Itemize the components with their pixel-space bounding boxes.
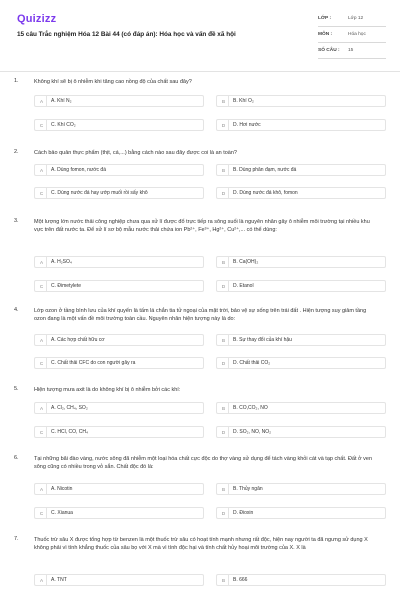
option-letter: C bbox=[37, 281, 47, 291]
option-letter: D bbox=[219, 188, 229, 198]
option-b[interactable] bbox=[216, 334, 386, 346]
option-c[interactable] bbox=[34, 357, 204, 369]
option-text: A. Khí N₂ bbox=[51, 98, 72, 104]
option-a[interactable] bbox=[34, 164, 204, 176]
option-letter: B bbox=[219, 575, 229, 585]
question-number: 7. bbox=[14, 536, 19, 542]
option-c[interactable] bbox=[34, 426, 204, 438]
option-d[interactable] bbox=[216, 426, 386, 438]
option-letter: A bbox=[37, 403, 47, 413]
option-a[interactable] bbox=[34, 483, 204, 495]
question-text: Thuốc trừ sâu X được tổng hợp từ benzen là một thuốc trừ sâu có hoạt tính mạnh nhưng rất độc, hiện nay người ta đã ngưng sử dụng X không phải vì tính khẳng thuốc của sâu bọ với X mà vì tính độc hại và tính chất hủy hoại môi trường của X. X là bbox=[34, 537, 368, 551]
question-text: Không khí sẽ bị ô nhiễm khi tăng cao nồng độ của chất sau đây? bbox=[34, 79, 192, 85]
option-a[interactable] bbox=[34, 95, 204, 107]
option-b[interactable] bbox=[216, 483, 386, 495]
option-d[interactable] bbox=[216, 507, 386, 519]
option-letter: C bbox=[37, 508, 47, 518]
option-letter: A bbox=[37, 165, 47, 175]
option-text: C. HCl, CO, CH₄ bbox=[51, 429, 89, 435]
option-text: A. TNT bbox=[51, 577, 67, 583]
option-letter: A bbox=[37, 335, 47, 345]
option-letter: B bbox=[219, 403, 229, 413]
meta-info bbox=[318, 11, 386, 59]
question-number: 3. bbox=[14, 218, 19, 224]
option-text: B. 666 bbox=[233, 577, 248, 583]
question-text: Lớp ozon ở tầng bình lưu của khí quyển là tấm lá chắn tia tử ngoại của mặt trời, bảo vệ sự sống trên trái đất . Hiện tượng suy giảm tầng ozon đang là một vấn đề môi trường toàn cầu. Nguyên nhân hiện tượng này là do: bbox=[34, 308, 367, 322]
quizizz-logo: Quizizz bbox=[17, 13, 57, 25]
page-header bbox=[0, 0, 400, 70]
option-letter: C bbox=[37, 188, 47, 198]
option-a[interactable] bbox=[34, 256, 204, 268]
question-text: Hiện tượng mưa axit là do không khí bị ô nhiễm bởi các khí: bbox=[34, 387, 181, 393]
option-c[interactable] bbox=[34, 280, 204, 292]
option-letter: B bbox=[219, 165, 229, 175]
option-text: D. SO₂, NO, NO₂ bbox=[233, 429, 272, 435]
option-letter: D bbox=[219, 120, 229, 130]
option-b[interactable] bbox=[216, 574, 386, 586]
option-b[interactable] bbox=[216, 164, 386, 176]
option-letter: A bbox=[37, 484, 47, 494]
option-text: A. Cl₂, CH₄, SO₂ bbox=[51, 405, 88, 411]
question-number: 5. bbox=[14, 386, 19, 392]
question-text: Cách bảo quản thực phẩm (thịt, cá,...) bằng cách nào sau đây được coi là an toàn? bbox=[34, 150, 237, 156]
meta-row-class bbox=[318, 11, 386, 27]
option-letter: A bbox=[37, 96, 47, 106]
header-divider bbox=[0, 71, 400, 72]
option-text: C. Dùng nước đá hay ướp muối rồi sấy khô bbox=[51, 190, 148, 196]
meta-label: SỐ CÂU : bbox=[318, 48, 340, 53]
option-text: B. Ca(OH)₂ bbox=[233, 259, 259, 265]
meta-row-subject bbox=[318, 27, 386, 43]
option-letter: A bbox=[37, 257, 47, 267]
option-d[interactable] bbox=[216, 280, 386, 292]
question-number: 2. bbox=[14, 149, 19, 155]
option-text: B. Thủy ngân bbox=[233, 486, 263, 492]
option-letter: A bbox=[37, 575, 47, 585]
option-a[interactable] bbox=[34, 402, 204, 414]
option-letter: C bbox=[37, 358, 47, 368]
option-text: C. Đimetylete bbox=[51, 283, 82, 289]
option-d[interactable] bbox=[216, 119, 386, 131]
option-text: D. Đioxin bbox=[233, 510, 254, 516]
option-b[interactable] bbox=[216, 402, 386, 414]
option-b[interactable] bbox=[216, 256, 386, 268]
meta-value: Lớp 12 bbox=[348, 16, 364, 21]
option-letter: D bbox=[219, 358, 229, 368]
option-text: B. CO,CO₂, NO bbox=[233, 405, 268, 411]
option-text: C. Chất thải CFC do con người gây ra bbox=[51, 360, 136, 366]
question-number: 1. bbox=[14, 78, 19, 84]
meta-label: LỚP : bbox=[318, 16, 332, 21]
option-b[interactable] bbox=[216, 95, 386, 107]
option-c[interactable] bbox=[34, 187, 204, 199]
option-text: A. Dùng fomon, nước đá bbox=[51, 167, 106, 173]
question-text: Một lượng lớn nước thải công nghiệp chưa qua xử lí được đổ trực tiếp ra sông suối là nguyên nhân gây ô nhiễm môi trường tại nhiều khu vực trên đất nước ta. Để xử lí sơ bộ mẫu nước thải chứa ion Pb²⁺, Fe³⁺, Hg²⁺, Cu²⁺,... có thể dùng: bbox=[34, 219, 370, 233]
option-text: C. Xianua bbox=[51, 510, 73, 516]
option-c[interactable] bbox=[34, 507, 204, 519]
option-text: A. H₂SO₄ bbox=[51, 259, 72, 265]
option-c[interactable] bbox=[34, 119, 204, 131]
document-title: 15 câu Trắc nghiệm Hóa 12 Bài 44 (có đáp án): Hóa học và vấn đề xã hội bbox=[17, 31, 236, 38]
option-text: C. Khí CO₂ bbox=[51, 122, 76, 128]
option-text: A. Nicotin bbox=[51, 486, 73, 492]
option-a[interactable] bbox=[34, 334, 204, 346]
option-text: D. Etanol bbox=[233, 283, 254, 289]
option-text: D. Dùng nước đá khô, fomon bbox=[233, 190, 298, 196]
option-text: B. Khí O₂ bbox=[233, 98, 254, 104]
option-text: D. Hơi nước bbox=[233, 122, 261, 128]
option-letter: B bbox=[219, 96, 229, 106]
option-text: D. Chất thải CO₂ bbox=[233, 360, 271, 366]
question-number: 6. bbox=[14, 455, 19, 461]
option-d[interactable] bbox=[216, 187, 386, 199]
option-letter: C bbox=[37, 427, 47, 437]
option-d[interactable] bbox=[216, 357, 386, 369]
question-text: Tại những bãi đào vàng, nước sông đã nhiễm một loại hóa chất cực độc do thợ vàng sử dụng để tách vàng khỏi cát và tạp chất. Đất ở ven sông cũng có nhiều trong vỏ sắn. Chất độc đó là: bbox=[34, 456, 373, 470]
option-text: B. Sự thay đổi của khí hậu bbox=[233, 337, 292, 343]
option-letter: D bbox=[219, 281, 229, 291]
meta-value: 15 bbox=[348, 48, 354, 53]
option-letter: D bbox=[219, 427, 229, 437]
option-letter: B bbox=[219, 257, 229, 267]
option-letter: C bbox=[37, 120, 47, 130]
option-text: B. Dùng phân đạm, nước đá bbox=[233, 167, 297, 173]
meta-label: MÔN : bbox=[318, 32, 333, 37]
option-letter: D bbox=[219, 508, 229, 518]
option-text: A. Các hợp chất hữu cơ bbox=[51, 337, 105, 343]
option-letter: B bbox=[219, 335, 229, 345]
meta-value: Hóa học bbox=[348, 32, 366, 37]
meta-row-count bbox=[318, 43, 386, 59]
question-number: 4. bbox=[14, 307, 19, 313]
option-a[interactable] bbox=[34, 574, 204, 586]
option-letter: B bbox=[219, 484, 229, 494]
